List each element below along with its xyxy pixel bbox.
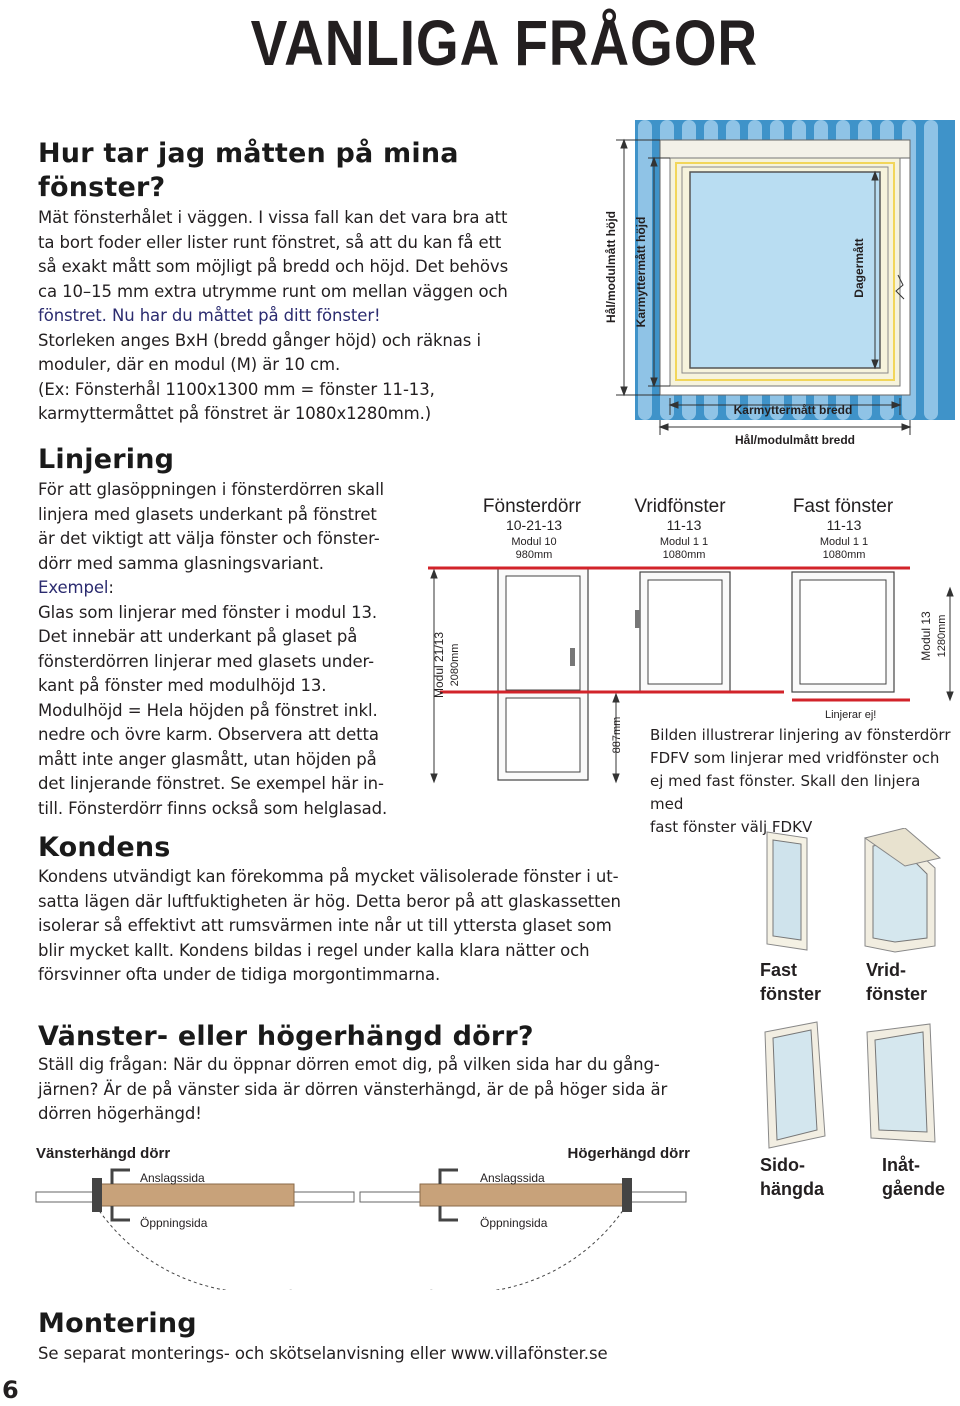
hole-width-label: Hål/modulmått bredd (734, 433, 856, 447)
mounting-text: Se separat monterings- och skötselanvisning eller www.villafönster.se (38, 1344, 608, 1363)
window-type-label (882, 1153, 945, 1201)
text-line: försvinner ofta under de tidiga morgontimmarna. (38, 965, 441, 984)
frame-height-label: Karmyttermått höjd (634, 216, 648, 328)
door-diagram (30, 1140, 710, 1290)
product-name: Vridfönster (634, 496, 726, 517)
text-line: moduler, där en modul (M) är 10 cm. (38, 355, 341, 374)
not-aligned-label: Linjerar ej! (825, 709, 877, 721)
condensation-text (38, 865, 678, 988)
tilt-window (635, 572, 730, 692)
text-line: järnen? Är de på vänster sida är dörren vänsterhängd, är de på höger sida är (38, 1079, 668, 1099)
window-type-label (760, 1153, 824, 1201)
example-label: Exempel (38, 578, 109, 597)
text-line: satta lägen där luftfuktigheten är hög. Detta beror på att glaskassetten (38, 891, 621, 911)
measure-heading-line2: fönster? (38, 172, 166, 203)
label-line: fönster (760, 984, 822, 1004)
right-door-title: Högerhängd dörr (567, 1145, 690, 1162)
alignment-caption (650, 724, 955, 839)
label-line: gående (882, 1179, 946, 1199)
measure-heading-line1: Hur tar jag måtten på mina (38, 138, 459, 169)
left-stop-side: Anslagssida (140, 1171, 205, 1185)
label-line: Inåt- (882, 1155, 920, 1175)
caption-line: fast fönster välj FDKV (650, 818, 813, 836)
window-height-label: 1280mm (936, 614, 948, 658)
patio-door (498, 568, 588, 780)
text-line: nedre och övre karm. Observera att detta (38, 725, 379, 744)
text-line: linjera med glasets underkant på fönstret (38, 504, 377, 524)
label-line: Vrid- (866, 960, 907, 980)
text-line: ca 10–15 mm extra utrymme runt om mellan väggen och (38, 281, 508, 301)
tilt-window-photo (865, 828, 940, 952)
measure-text (38, 206, 578, 427)
text-line: fönstret. Nu har du måttet på ditt fönster! (38, 306, 381, 325)
hinge-text (38, 1053, 728, 1127)
label-line: Sido- (760, 1155, 805, 1175)
daylight-label: Dagermått (852, 238, 866, 298)
left-opening-side: Öppningsida (140, 1216, 208, 1230)
example-colon: : (108, 578, 114, 597)
hole-height-label: Hål/modulmått höjd (604, 211, 618, 323)
text-line: mått inte anger glasmått, utan höjden på (38, 749, 377, 769)
caption-line: ej med fast fönster. Skall den linjera med (650, 772, 921, 813)
side-hung-window-photo (765, 1022, 825, 1148)
label-line: fönster (866, 984, 928, 1004)
product-module: Modul 10 (511, 536, 557, 548)
product-code: 10-21-13 (505, 517, 563, 533)
product-name: Fönsterdörr (482, 496, 582, 517)
product-width: 980mm (515, 549, 553, 561)
mounting-heading: Montering (38, 1308, 197, 1339)
product-width: 1080mm (822, 549, 866, 561)
product-module: Modul 1 1 (819, 536, 869, 548)
text-line: till. Fönsterdörr finns också som helglasad. (38, 798, 388, 818)
text-line: Modulhöjd = Hela höjden på fönstret inkl. (38, 700, 378, 720)
door-module-label: Modul 21/13 (432, 631, 446, 699)
text-line: Kondens utvändigt kan förekomma på mycket välisolerade fönster i ut- (38, 867, 619, 886)
text-line: Mät fönsterhålet i väggen. I vissa fall kan det vara bra att (38, 208, 508, 227)
product-code: 11-13 (666, 517, 702, 533)
sill-height-label: 887mm (611, 716, 623, 754)
text-line: ta bort foder eller lister runt fönstret, så att du kan få ett (38, 232, 502, 252)
text-line: (Ex: Fönsterhål 1100x1300 mm = fönster 11-13, (38, 379, 435, 399)
product-module: Modul 1 1 (659, 536, 709, 548)
condensation-heading: Kondens (38, 832, 171, 863)
text-line: kant på fönster med modulhöjd 13. (38, 676, 327, 695)
left-door-title: Vänsterhängd dörr (36, 1145, 171, 1162)
product-name: Fast fönster (792, 496, 894, 517)
window-photos-top (755, 828, 955, 956)
frame-width-label: Karmyttermått bredd (733, 403, 853, 417)
window-module-label: Modul 13 (919, 611, 933, 661)
page-number: 6 (2, 1376, 19, 1404)
example-line (38, 576, 418, 601)
alignment-text (38, 478, 418, 821)
page-title: VANLIGA FRÅGOR (250, 7, 758, 79)
text-line: isolerar så effektivt att rumsvärmen inte når ut till yttersta glaset som (38, 916, 612, 935)
text-line: blir mycket kallt. Kondens bildas i regel under kalla klara nätter och (38, 940, 590, 960)
caption-line: FDFV som linjerar med vridfönster och (650, 749, 940, 767)
text-line: För att glasöppningen i fönsterdörren skall (38, 480, 385, 499)
text-line: är det viktigt att välja fönster och fönster- (38, 529, 380, 548)
fixed-window-photo (767, 832, 807, 950)
right-opening-side: Öppningsida (480, 1216, 548, 1230)
alignment-heading: Linjering (38, 444, 175, 475)
hinge-heading: Vänster- eller högerhängd dörr? (38, 1021, 534, 1052)
text-line: fönsterdörren linjerar med glasets under- (38, 651, 374, 671)
window-type-label (760, 958, 821, 1006)
right-hinged-door (360, 1170, 686, 1290)
text-line: Ställ dig frågan: När du öppnar dörren emot dig, på vilken sida har du gång- (38, 1055, 660, 1074)
left-hinged-door (36, 1170, 354, 1290)
measurement-diagram (580, 115, 960, 455)
caption-line: Bilden illustrerar linjering av fönsterdörr (650, 726, 951, 744)
product-width: 1080mm (662, 549, 706, 561)
fixed-window (792, 572, 894, 692)
text-line: Storleken anges BxH (bredd gånger höjd) och räknas i (38, 330, 481, 350)
window-photos-bottom (755, 1018, 955, 1153)
product-headers (483, 496, 894, 561)
window-type-label (866, 958, 927, 1006)
text-line: Glas som linjerar med fönster i modul 13. (38, 602, 378, 622)
text-line: så exakt mått som möjligt på bredd och höjd. Det behövs (38, 257, 509, 276)
inward-opening-window-photo (867, 1024, 935, 1142)
text-line: dörren högerhängd! (38, 1104, 202, 1123)
text-line: karmyttermåttet på fönstret är 1080x1280mm.) (38, 404, 432, 423)
text-line: det linjerande fönstret. Se exempel här in- (38, 774, 384, 793)
door-height-label: 2080mm (449, 643, 461, 687)
label-line: hängda (760, 1179, 825, 1199)
text-line: dörr med samma glasningsvariant. (38, 553, 324, 573)
top-trim (660, 140, 910, 158)
label-line: Fast (760, 960, 798, 980)
measure-heading (38, 137, 459, 205)
text-line: Det innebär att underkant på glaset på (38, 627, 358, 646)
product-code: 11-13 (826, 517, 862, 533)
right-stop-side: Anslagssida (480, 1171, 545, 1185)
